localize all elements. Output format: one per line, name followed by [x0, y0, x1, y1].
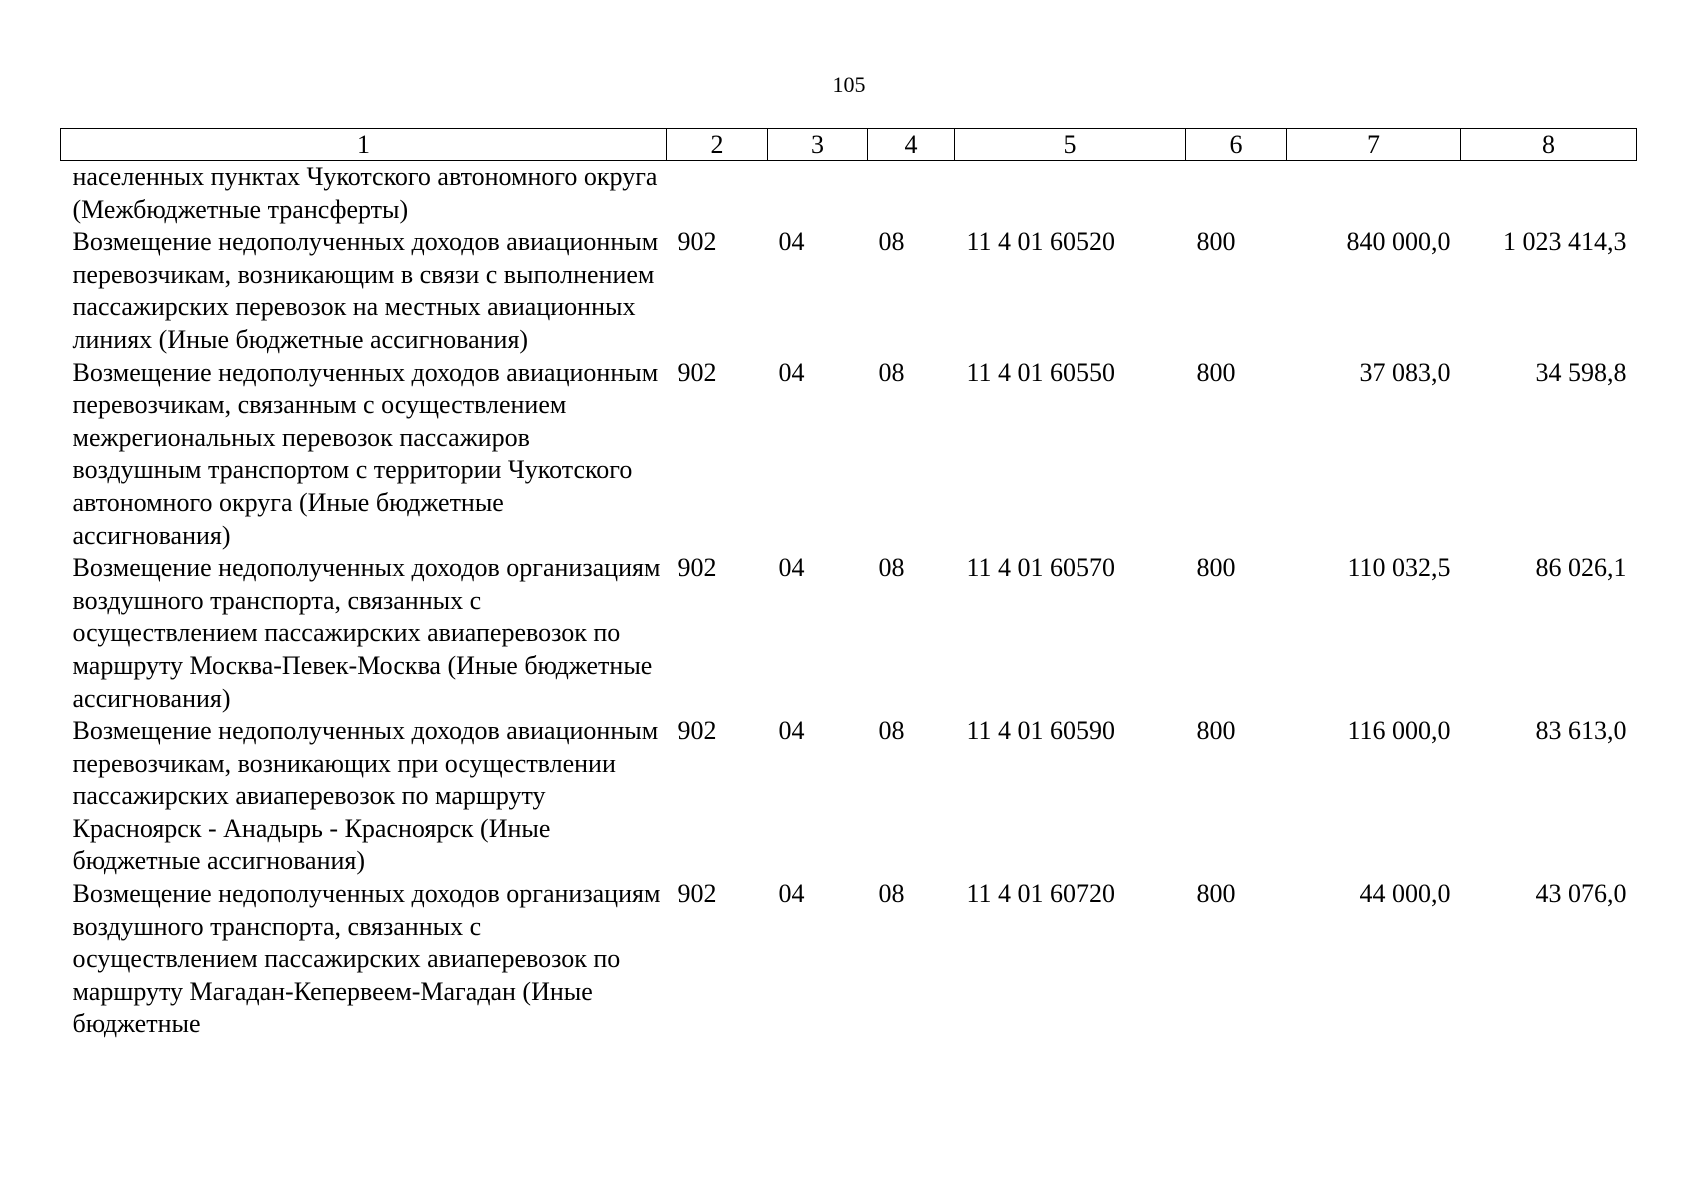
column-number-header-row	[61, 129, 1637, 161]
subsection-code: 08	[878, 879, 905, 909]
target-article-code: 11 4 01 60590	[966, 716, 1116, 746]
amount-column-7: 840 000,0	[1346, 227, 1451, 257]
table-row	[61, 552, 1637, 715]
column-header-5: 5	[955, 129, 1186, 161]
amount-column-7: 110 032,5	[1347, 553, 1451, 583]
expense-type-code: 800	[1196, 879, 1236, 909]
amount-column-8: 43 076,0	[1535, 879, 1627, 909]
target-article-code: 11 4 01 60720	[966, 879, 1116, 909]
amount-column-7: 44 000,0	[1359, 879, 1451, 909]
budget-table-container	[60, 128, 1636, 1041]
amount-column-8: 83 613,0	[1535, 716, 1627, 746]
table-row	[61, 226, 1637, 356]
column-header-7: 7	[1287, 129, 1461, 161]
column-header-3: 3	[768, 129, 868, 161]
budget-table	[60, 128, 1637, 1041]
table-row	[61, 715, 1637, 878]
subsection-code: 08	[878, 716, 905, 746]
amount-column-8: 34 598,8	[1535, 357, 1627, 387]
target-article-code: 11 4 01 60520	[966, 227, 1116, 257]
target-article-code: 11 4 01 60550	[966, 357, 1116, 387]
row-description: Возмещение недополученных доходов организациям воздушного транспорта, связанных с осуществлением пассажирских авиаперевозок по маршруту Москва-Певек-Москва (Иные бюджетные ассигнования)	[72, 553, 661, 713]
expense-type-code: 800	[1196, 716, 1236, 746]
table-row	[61, 878, 1637, 1041]
ministry-code: 902	[677, 227, 717, 257]
subsection-code: 08	[878, 227, 905, 257]
amount-column-8: 1 023 414,3	[1503, 227, 1627, 257]
expense-type-code: 800	[1196, 357, 1236, 387]
amount-column-8	[1461, 161, 1637, 227]
ministry-code: 902	[677, 879, 717, 909]
table-row	[61, 161, 1637, 227]
section-code: 04	[778, 716, 805, 746]
ministry-code	[667, 161, 768, 227]
table-row	[61, 357, 1637, 553]
expense-type-code: 800	[1196, 227, 1236, 257]
column-header-4: 4	[868, 129, 955, 161]
subsection-code: 08	[878, 357, 905, 387]
expense-type-code	[1186, 161, 1287, 227]
row-description: Возмещение недополученных доходов авиационным перевозчикам, возникающим в связи с выполнением пассажирских перевозок на местных авиационных линиях (Иные бюджетные ассигнования)	[72, 227, 659, 354]
section-code: 04	[778, 553, 805, 583]
section-code: 04	[778, 879, 805, 909]
row-description: населенных пунктах Чукотского автономного округа (Межбюджетные трансферты)	[72, 162, 658, 224]
section-code: 04	[778, 357, 805, 387]
page-number: 105	[832, 72, 866, 97]
row-description: Возмещение недополученных доходов авиационным перевозчикам, возникающих при осуществлении пассажирских авиаперевозок по маршруту Красноярск - Анадырь - Красноярск (Иные бюджетные ассигнования)	[72, 716, 659, 876]
amount-column-8: 86 026,1	[1535, 553, 1627, 583]
row-description: Возмещение недополученных доходов организациям воздушного транспорта, связанных с осуществлением пассажирских авиаперевозок по маршруту Магадан-Кепервеем-Магадан (Иные бюджетные	[72, 879, 661, 1039]
column-header-1: 1	[61, 129, 667, 161]
target-article-code	[955, 161, 1186, 227]
expense-type-code: 800	[1196, 553, 1236, 583]
ministry-code: 902	[677, 553, 717, 583]
ministry-code: 902	[677, 357, 717, 387]
subsection-code: 08	[878, 553, 905, 583]
ministry-code: 902	[677, 716, 717, 746]
section-code: 04	[778, 227, 805, 257]
section-code	[768, 161, 868, 227]
column-header-2: 2	[667, 129, 768, 161]
amount-column-7: 37 083,0	[1359, 357, 1451, 387]
amount-column-7	[1287, 161, 1461, 227]
amount-column-7: 116 000,0	[1347, 716, 1451, 746]
row-description: Возмещение недополученных доходов авиационным перевозчикам, связанным с осуществлением межрегиональных перевозок пассажиров воздушным транспортом с территории Чукотского автономного округа (Иные бюджетные ассигнования)	[72, 357, 659, 550]
subsection-code	[868, 161, 955, 227]
column-header-8: 8	[1461, 129, 1637, 161]
column-header-6: 6	[1186, 129, 1287, 161]
target-article-code: 11 4 01 60570	[966, 553, 1116, 583]
